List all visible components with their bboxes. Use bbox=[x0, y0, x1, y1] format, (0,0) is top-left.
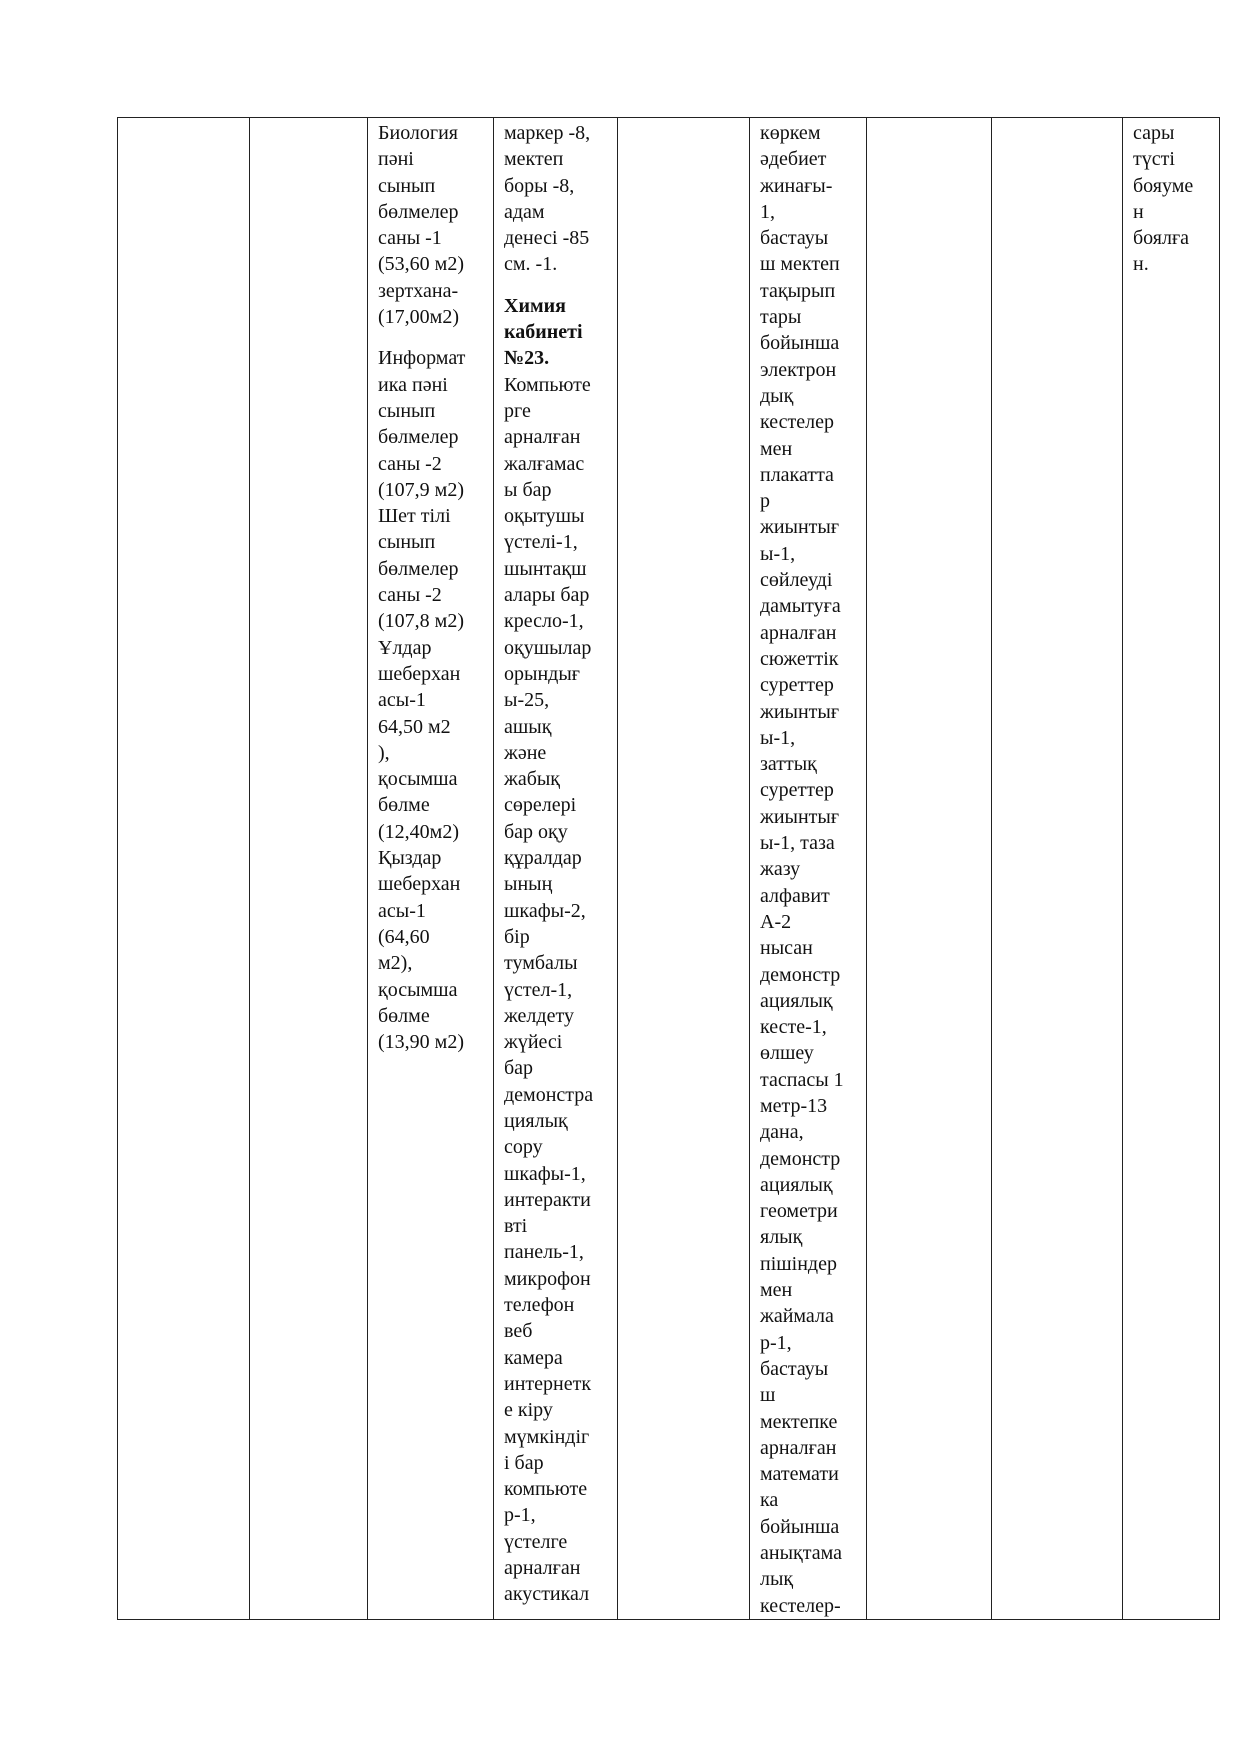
text-line: №23. bbox=[504, 347, 550, 370]
text-line: дық bbox=[760, 384, 794, 407]
text-line: (13,90 м2) bbox=[378, 1031, 464, 1054]
text-line: сору bbox=[504, 1136, 543, 1159]
text-line: і бар bbox=[504, 1451, 544, 1474]
text-line: панель-1, bbox=[504, 1241, 584, 1264]
cell-col-7 bbox=[867, 118, 992, 1620]
text-line: н bbox=[1133, 200, 1144, 223]
text-line: камера bbox=[504, 1346, 563, 1369]
text-line: әдебиет bbox=[760, 148, 827, 171]
text-line: құралдар bbox=[504, 847, 582, 870]
text-line: 1, bbox=[760, 200, 775, 223]
text-line: демонстра bbox=[504, 1083, 594, 1106]
text-line: см. -1. bbox=[504, 253, 558, 276]
text-line: бөлме bbox=[378, 794, 430, 817]
text-line: демонстр bbox=[760, 1147, 841, 1170]
text-line: микрофон bbox=[504, 1267, 591, 1290]
text-line: оқытушы bbox=[504, 505, 585, 528]
text-line: желдету bbox=[504, 1004, 574, 1027]
text-line: Биология bbox=[378, 122, 459, 144]
text-line: кабинеті bbox=[504, 321, 583, 344]
text-line: жинағы- bbox=[760, 174, 833, 197]
text-line: ашық bbox=[504, 715, 552, 738]
chemistry-cabinet-heading bbox=[504, 293, 611, 372]
text-line: саны -2 bbox=[378, 584, 442, 607]
chemistry-equipment-list bbox=[504, 372, 611, 1608]
text-line: интернетк bbox=[504, 1372, 592, 1395]
text-line: сюжеттік bbox=[760, 647, 839, 670]
text-line: сынып bbox=[378, 399, 436, 422]
cell-col-6 bbox=[750, 118, 867, 1620]
text-line: ика пәні bbox=[378, 373, 448, 396]
text-line: мүмкіндіг bbox=[504, 1425, 590, 1448]
cell-col-2 bbox=[250, 118, 368, 1620]
text-line: Шет тілі bbox=[378, 505, 451, 528]
inventory-table bbox=[117, 117, 1220, 1620]
text-line: бөлмелер bbox=[378, 557, 459, 580]
text-line: акустикал bbox=[504, 1583, 590, 1606]
text-line: жабық bbox=[504, 768, 561, 791]
text-line: жаймала bbox=[760, 1305, 834, 1328]
text-line: р bbox=[760, 490, 770, 513]
text-line: ациялық bbox=[760, 989, 833, 1012]
text-line: асы-1 bbox=[378, 899, 426, 922]
text-line: лық bbox=[760, 1568, 794, 1591]
text-line: тумбалы bbox=[504, 952, 578, 975]
text-line: дана, bbox=[760, 1121, 804, 1144]
text-line: зертхана- bbox=[378, 279, 459, 302]
text-line: ының bbox=[504, 873, 553, 896]
text-line: қосымша bbox=[378, 768, 458, 791]
text-line: (107,8 м2) bbox=[378, 610, 464, 633]
text-line: сынып bbox=[378, 531, 436, 554]
text-line: плакатта bbox=[760, 463, 834, 486]
text-line: н. bbox=[1133, 253, 1149, 276]
text-line: боялға bbox=[1133, 227, 1190, 250]
text-line: ациялық bbox=[760, 1173, 833, 1196]
text-line: бөлмелер bbox=[378, 200, 459, 223]
text-line: тары bbox=[760, 306, 802, 329]
text-line: А-2 bbox=[760, 910, 792, 933]
text-line: м2), bbox=[378, 952, 413, 975]
text-line: өлшеу bbox=[760, 1042, 814, 1065]
text-line: ка bbox=[760, 1489, 779, 1512]
text-line: шынтақш bbox=[504, 557, 587, 580]
text-line: ш bbox=[760, 1384, 776, 1407]
text-line: мен bbox=[760, 1279, 793, 1302]
text-line: веб bbox=[504, 1320, 533, 1343]
text-line: жазу bbox=[760, 858, 801, 881]
text-line: шкафы-2, bbox=[504, 899, 586, 922]
text-line: саны -2 bbox=[378, 452, 442, 475]
text-line: сөйлеуді bbox=[760, 569, 833, 592]
text-line: жиынтығ bbox=[760, 700, 840, 723]
text-line: (53,60 м2) bbox=[378, 253, 464, 276]
text-line: ы-1, таза bbox=[760, 832, 835, 855]
cell-col-1 bbox=[118, 118, 250, 1620]
text-line: математи bbox=[760, 1463, 839, 1486]
text-line: ы-25, bbox=[504, 689, 550, 712]
text-line: үстелге bbox=[504, 1530, 568, 1553]
text-line: компьюте bbox=[504, 1478, 588, 1501]
text-line: (17,00м2) bbox=[378, 306, 459, 329]
text-line: ялық bbox=[760, 1226, 803, 1249]
text-line: вті bbox=[504, 1215, 528, 1238]
text-line: мен bbox=[760, 437, 793, 460]
text-line: арналған bbox=[504, 1557, 581, 1580]
text-line: интеракти bbox=[504, 1188, 591, 1211]
text-line: Химия bbox=[504, 294, 566, 317]
text-line: (12,40м2) bbox=[378, 820, 459, 843]
text-line: оқушылар bbox=[504, 636, 592, 659]
text-line: ы-1, bbox=[760, 542, 796, 565]
text-line: метр-13 bbox=[760, 1094, 828, 1117]
paragraph-gap bbox=[378, 330, 487, 345]
text-line: мектеп bbox=[504, 148, 564, 171]
text-line: маркер -8, bbox=[504, 122, 591, 144]
text-line: бөлмелер bbox=[378, 426, 459, 449]
text-line: қосымша bbox=[378, 978, 458, 1001]
text-line: бойынша bbox=[760, 332, 840, 355]
text-line: р-1, bbox=[504, 1504, 536, 1527]
cell-col-9 bbox=[1123, 118, 1220, 1620]
classroom-list bbox=[378, 120, 487, 1055]
table-row bbox=[118, 118, 1220, 1620]
text-line: демонстр bbox=[760, 963, 841, 986]
text-line: сынып bbox=[378, 174, 436, 197]
text-line: бастауы bbox=[760, 1357, 829, 1380]
text-line: кестелер bbox=[760, 411, 834, 434]
text-line: арналған bbox=[760, 621, 837, 644]
text-line: Информат bbox=[378, 347, 466, 370]
text-line: және bbox=[504, 741, 547, 764]
teaching-materials-list bbox=[760, 120, 860, 1619]
text-line: заттық bbox=[760, 753, 817, 776]
text-line: электрон bbox=[760, 358, 837, 381]
text-line: бөлме bbox=[378, 1004, 430, 1027]
text-line: арналған bbox=[504, 426, 581, 449]
text-line: үстелі-1, bbox=[504, 531, 578, 554]
text-line: жүйесі bbox=[504, 1031, 563, 1054]
equipment-intro bbox=[504, 120, 611, 278]
text-line: кесте-1, bbox=[760, 1016, 827, 1039]
text-line: көркем bbox=[760, 122, 821, 144]
text-line: тақырып bbox=[760, 279, 836, 302]
text-line: адам bbox=[504, 200, 545, 223]
text-line: (64,60 bbox=[378, 925, 430, 948]
text-line: боры -8, bbox=[504, 174, 575, 197]
text-line: шеберхан bbox=[378, 873, 461, 896]
text-line: бар оқу bbox=[504, 820, 568, 843]
text-line: бастауы bbox=[760, 227, 829, 250]
cell-col-3 bbox=[368, 118, 494, 1620]
cell-col-8 bbox=[992, 118, 1123, 1620]
text-line: р-1, bbox=[760, 1331, 792, 1354]
text-line: пішіндер bbox=[760, 1252, 837, 1275]
text-line: ш мектеп bbox=[760, 253, 840, 276]
text-line: жиынтығ bbox=[760, 805, 840, 828]
text-line: Компьюте bbox=[504, 373, 591, 396]
text-line: 64,50 м2 bbox=[378, 715, 451, 738]
text-line: суреттер bbox=[760, 674, 834, 697]
text-line: алфавит bbox=[760, 884, 830, 907]
text-line: кресло-1, bbox=[504, 610, 584, 633]
text-line: ), bbox=[378, 741, 390, 764]
text-line: шкафы-1, bbox=[504, 1162, 586, 1185]
text-line: үстел-1, bbox=[504, 978, 573, 1001]
text-line: кестелер- bbox=[760, 1594, 841, 1617]
text-line: ы-1, bbox=[760, 726, 796, 749]
text-line: Ұлдар bbox=[378, 636, 432, 659]
text-line: таспасы 1 bbox=[760, 1068, 844, 1091]
text-line: (107,9 м2) bbox=[378, 478, 464, 501]
text-line: Қыздар bbox=[378, 847, 442, 870]
text-line: циялық bbox=[504, 1109, 568, 1132]
text-line: геометри bbox=[760, 1200, 838, 1223]
text-line: бір bbox=[504, 925, 530, 948]
text-line: дамытуға bbox=[760, 595, 841, 618]
text-line: бар bbox=[504, 1057, 534, 1080]
text-line: анықтама bbox=[760, 1542, 842, 1565]
text-line: ы бар bbox=[504, 478, 552, 501]
cell-col-5 bbox=[618, 118, 750, 1620]
text-line: пәні bbox=[378, 148, 414, 171]
text-line: бояуме bbox=[1133, 174, 1194, 197]
text-line: телефон bbox=[504, 1294, 575, 1317]
text-line: жалғамас bbox=[504, 452, 585, 475]
paint-note bbox=[1133, 120, 1213, 278]
text-line: асы-1 bbox=[378, 689, 426, 712]
text-line: саны -1 bbox=[378, 227, 442, 250]
text-line: сөрелері bbox=[504, 794, 577, 817]
text-line: алары бар bbox=[504, 584, 590, 607]
text-line: денесі -85 bbox=[504, 227, 590, 250]
text-line: жиынтығ bbox=[760, 516, 840, 539]
text-line: орындығ bbox=[504, 662, 580, 685]
text-line: бойынша bbox=[760, 1515, 840, 1538]
text-line: суреттер bbox=[760, 779, 834, 802]
text-line: түсті bbox=[1133, 148, 1175, 171]
text-line: рге bbox=[504, 399, 531, 422]
text-line: сары bbox=[1133, 122, 1175, 144]
text-line: шеберхан bbox=[378, 662, 461, 685]
cell-col-4 bbox=[494, 118, 618, 1620]
text-line: е кіру bbox=[504, 1399, 553, 1422]
text-line: нысан bbox=[760, 937, 813, 960]
text-line: арналған bbox=[760, 1436, 837, 1459]
text-line: мектепке bbox=[760, 1410, 838, 1433]
